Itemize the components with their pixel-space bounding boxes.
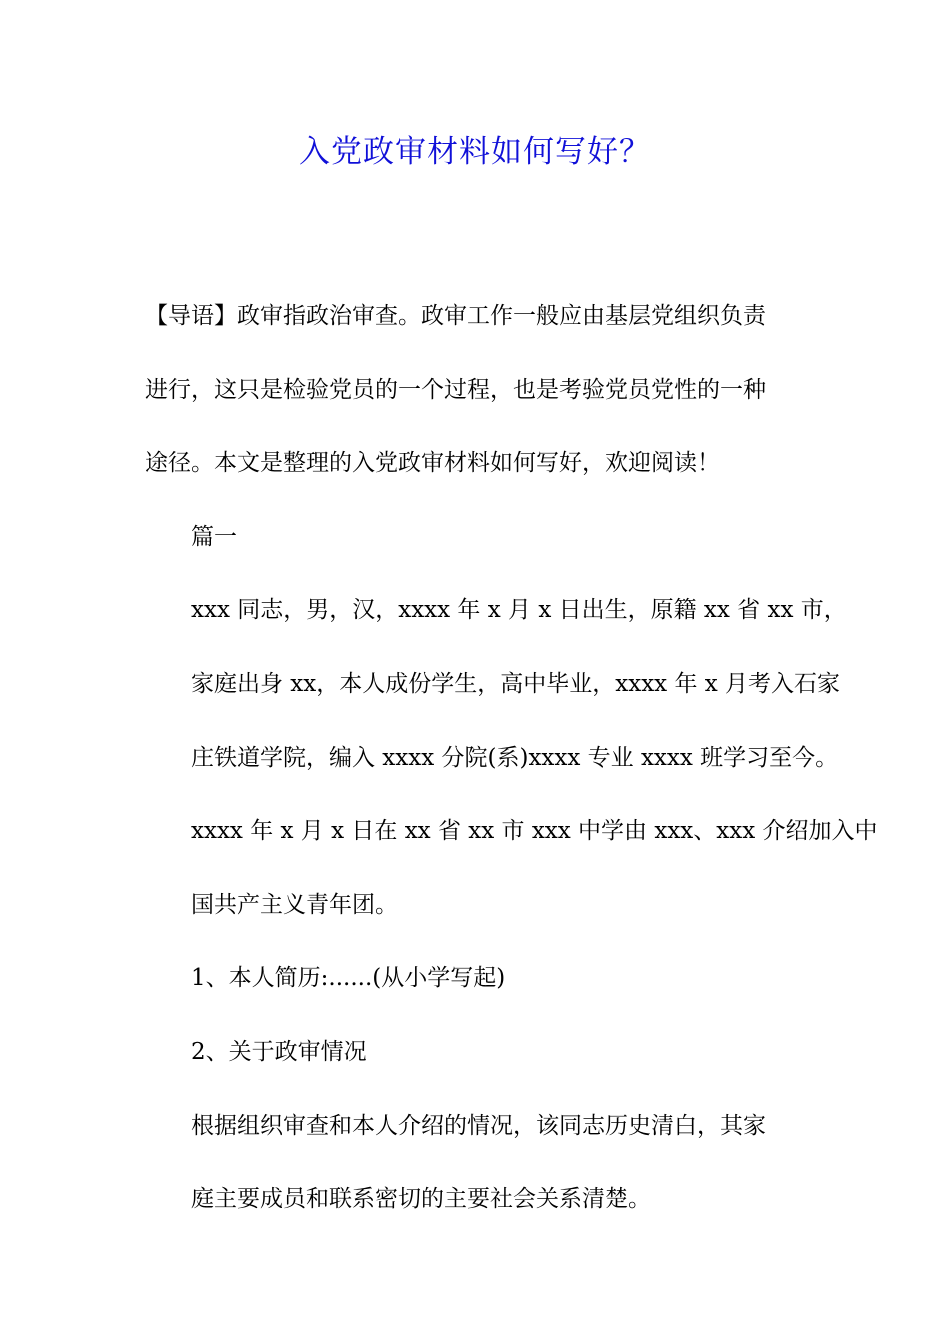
document-body	[145, 280, 878, 1237]
document-title: 入党政审材料如何写好？	[299, 134, 651, 170]
paragraph-line: 根据组织审查和本人介绍的情况，该同志历史清白，其家	[191, 1112, 766, 1139]
paragraph-review-conclusion	[145, 1090, 810, 1237]
paragraph-item-2	[145, 1016, 810, 1090]
paragraph-line: xxx 同志，男，汉，xxxx 年 x 月 x 日出生，原籍 xx 省 xx 市，	[191, 597, 847, 624]
paragraph-section-1	[145, 501, 810, 575]
paragraph-line: 庭主要成员和联系密切的主要社会关系清楚。	[191, 1186, 651, 1213]
paragraph-item-1	[145, 942, 810, 1016]
paragraph-personal-info	[145, 574, 878, 942]
paragraph-line: xxxx 年 x 月 x 日在 xx 省 xx 市 xxx 中学由 xxx、xxx 介绍加入中	[191, 818, 878, 845]
paragraph-line: 途径。本文是整理的入党政审材料如何写好，欢迎阅读！	[145, 450, 720, 477]
paragraph-line: 2、关于政审情况	[191, 1038, 367, 1065]
paragraph-line: 【导语】政审指政治审查。政审工作一般应由基层党组织负责	[145, 303, 766, 329]
paragraph-line: 庄铁道学院，编入 xxxx 分院(系)xxxx 专业 xxxx 班学习至今。	[191, 744, 839, 771]
paragraph-line: 家庭出身 xx，本人成份学生，高中毕业，xxxx 年 x 月考入石家	[191, 670, 841, 697]
paragraph-line: 国共产主义青年团。	[191, 891, 398, 918]
paragraph-line: 1、本人简历:......(从小学写起)	[191, 965, 506, 992]
paragraph-intro	[145, 280, 810, 501]
paragraph-line: 进行，这只是检验党员的一个过程，也是考验党员党性的一种	[145, 376, 766, 403]
paragraph-line: 篇一	[191, 523, 237, 550]
